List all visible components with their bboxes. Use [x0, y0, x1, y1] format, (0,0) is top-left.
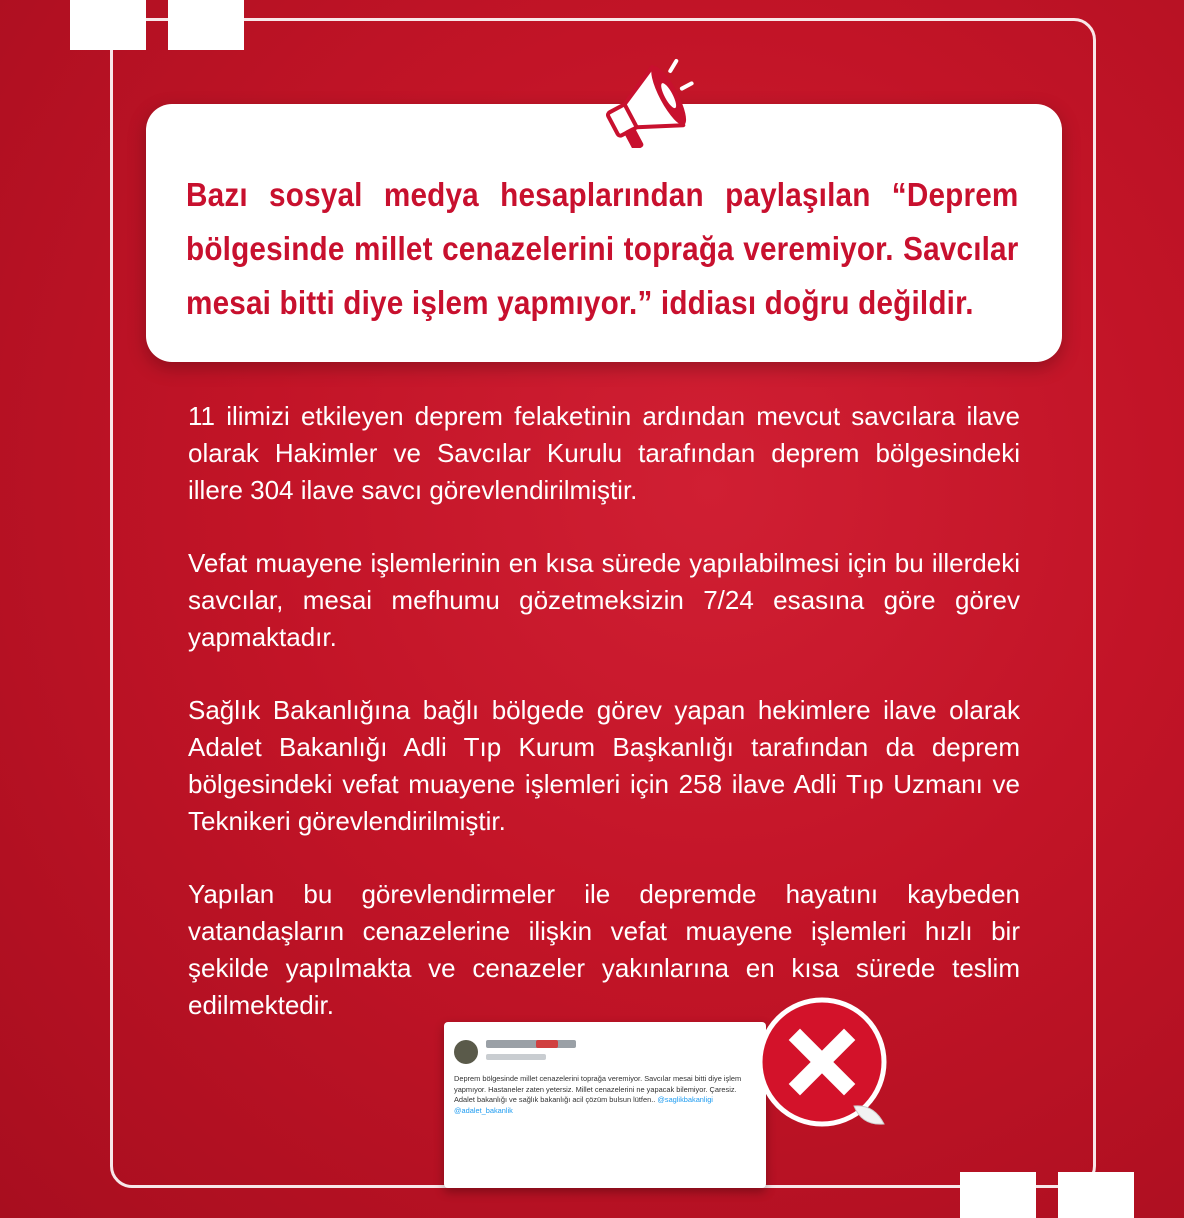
tweet-author-name-redacted [536, 1040, 558, 1048]
paragraph-3: Sağlık Bakanlığına bağlı bölgede görev yapan hekimlere ilave olarak Adalet Bakanlığı Adli Tıp Kurum Başkanlığı tarafından da deprem bölgesindeki vefat muayene işlemleri için 258 ilave Adli Tıp Uzmanı ve Teknikeri görevlendirilmiştir. [188, 695, 1020, 836]
tweet-author-name-blurred [486, 1040, 576, 1048]
headline-text: Bazı sosyal medya hesaplarından paylaşılan “Deprem bölgesinde millet cenazelerini toprağa veremiyor. Savcılar mesai bitti diye işlem yapmıyor.” iddiası doğru değildir. [186, 176, 1019, 321]
paragraph-1: 11 ilimizi etkileyen deprem felaketinin ardından mevcut savcılara ilave olarak Hakimler ve Savcılar Kurulu tarafından deprem bölgesindeki illere 304 ilave savcı görevlendirilmiştir. [188, 401, 1020, 505]
tweet-body: Deprem bölgesinde millet cenazelerini toprağa veremiyor. Savcılar mesai bitti diye işlem yapmıyor. Hastaneler zaten yetersiz. Millet cenazelerini ne yapacak bilemiyor. Çaresiz. Adalet bakanlığı ve sağlık bakanlığı acil çözüm bulsun lütfen.. [454, 1074, 742, 1105]
tweet-text [454, 1074, 756, 1116]
paragraph-4: Yapılan bu görevlendirmeler ile depremde hayatını kaybeden vatandaşların cenazelerine ilişkin vefat muayene işlemleri hızlı bir şekilde yapılmakta ve cenazeler yakınlarına en kısa sürede teslim edilmektedir. [188, 879, 1020, 1020]
body-text [188, 398, 1020, 1060]
tweet-avatar [454, 1040, 478, 1064]
paragraph-2: Vefat muayene işlemlerinin en kısa sürede yapılabilmesi için bu illerdeki savcılar, mesai mefhumu gözetmeksizin 7/24 esasına göre görev yapmaktadır. [188, 548, 1020, 652]
tweet-mentions: @saglikbakanligi @adalet_bakanlik [454, 1095, 713, 1115]
cross-icon [744, 996, 914, 1146]
megaphone-icon [596, 56, 696, 148]
tweet-screenshot [444, 1022, 766, 1188]
tweet-author-handle-blurred [486, 1054, 546, 1060]
